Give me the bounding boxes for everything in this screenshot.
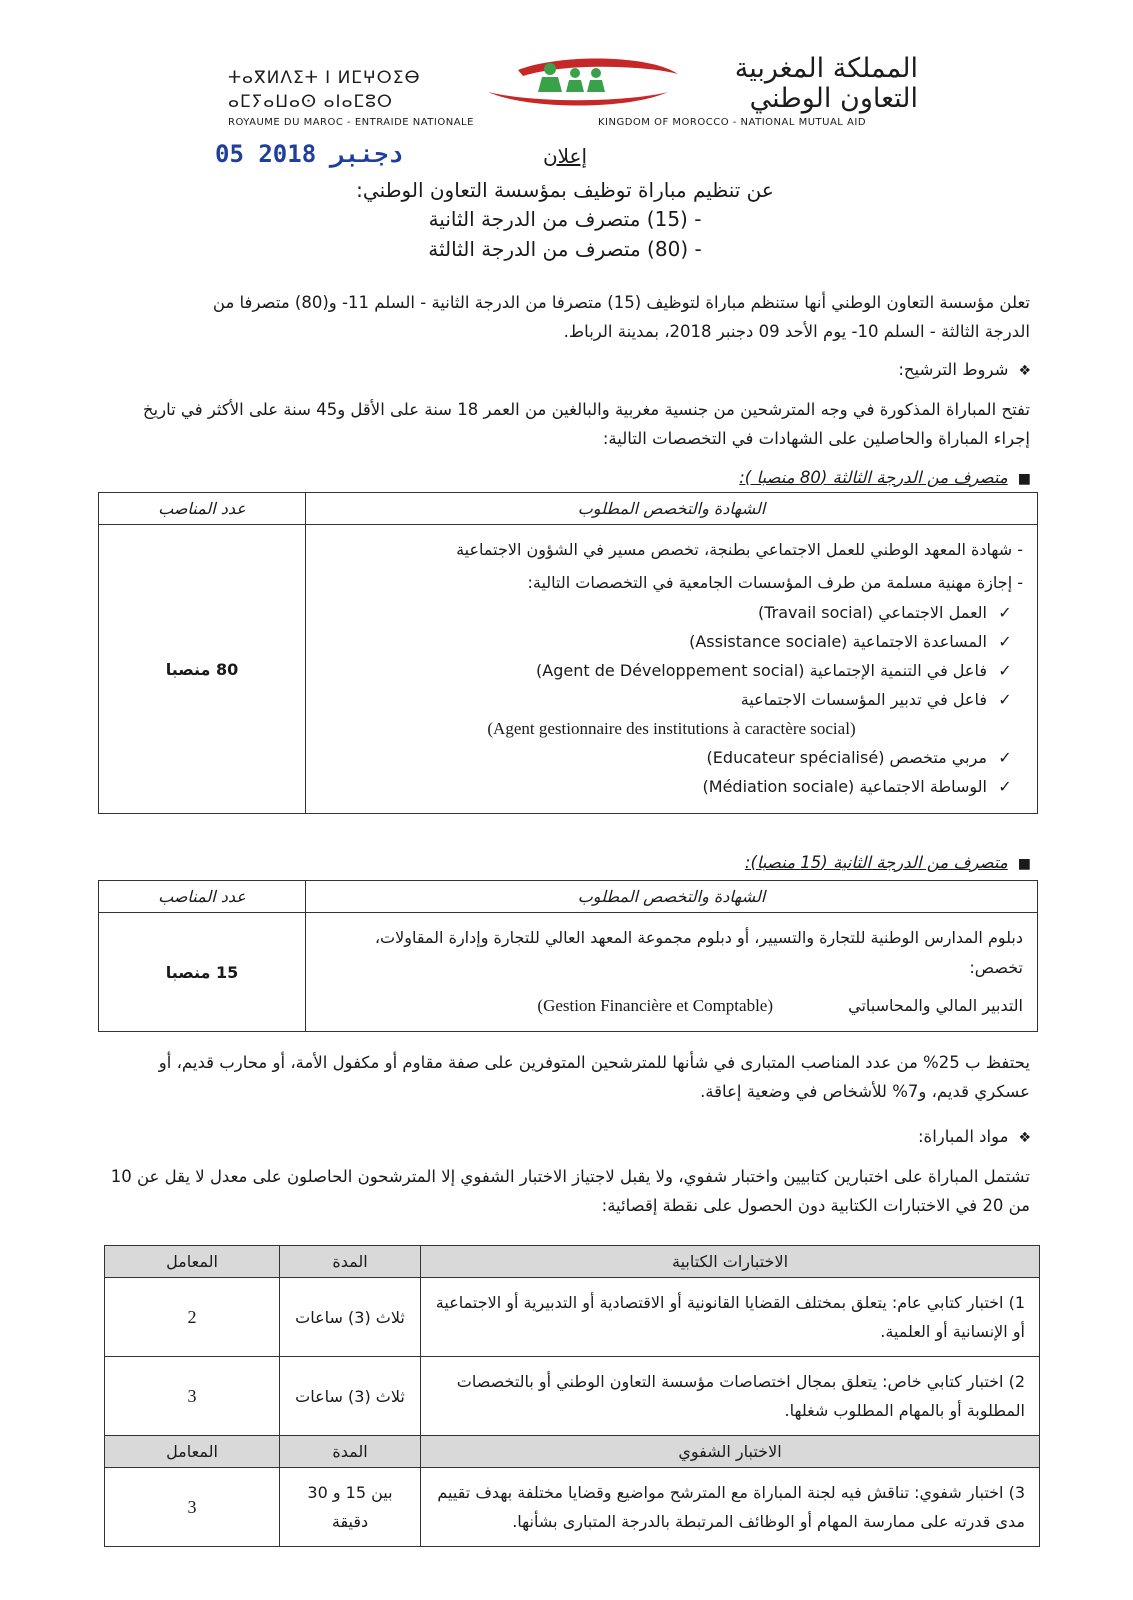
square-bullet-icon: ■ [1017, 856, 1031, 872]
degree-column-header: الشهادة والتخصص المطلوب [306, 493, 1038, 525]
coef-column-header: المعامل [105, 1436, 280, 1468]
materials-heading-text: مواد المباراة: [917, 1127, 1009, 1146]
section-second-grade-heading [745, 848, 1031, 879]
arabic-header [735, 54, 918, 114]
tifinagh-line1: ⵜⴰⴳⵍⴷⵉⵜ ⵏ ⵍⵎⵖⵔⵉⴱ [228, 68, 421, 88]
degree-line1: - شهادة المعهد الوطني للعمل الاجتماعي بطنجة، تخصص مسير في الشؤون الاجتماعية [456, 540, 1023, 559]
section-second-heading-text: متصرف من الدرجة الثانية (15 منصبا): [744, 853, 1008, 872]
checkmark-icon: ✓ [998, 748, 1012, 767]
table-row: 3) اختبار شفوي: تناقش فيه لجنة المباراة مع المترشح مواضيع وقضايا مختلفة بهدف تقييم مدى قدرته على ممارسة المهام أو الوظائف المرتبطة بالدرجة المتبارى بشأنها. بين 15 و 30 دقيقة 3 [105, 1468, 1040, 1547]
coef-column-header: المعامل [105, 1246, 280, 1278]
table-row: 1) اختبار كتابي عام: يتعلق بمختلف القضايا القانونية أو الاقتصادية أو التدبيرية أو الاجتماعية أو الإنسانية أو العلمية. ثلاث (3) ساعات 2 [105, 1278, 1040, 1357]
diamond-bullet-icon: ❖ [1018, 363, 1031, 379]
second-grade-posts: 15 منصبا [99, 913, 306, 1032]
section-third-heading-text: متصرف من الدرجة الثالثة (80 منصبا ): [739, 468, 1008, 487]
checkmark-icon: ✓ [998, 690, 1012, 709]
section-third-grade-heading [739, 463, 1031, 494]
exams-table [104, 1245, 1040, 1547]
list-item: ✓فاعل في التنمية الإجتماعية (Agent de Développement social) [320, 658, 1023, 684]
announcement-heading: إعلان [542, 144, 588, 168]
reserve-paragraph: يحتفظ ب 25% من عدد المناصب المتبارى في شأنها للمترشحين المتوفرين على صفة مقاوم أو مكفول الأمة، أو محارب قديم، أو عسكري قديم، و7% للأشخاص في وضعية إعاقة. [158, 1053, 1030, 1101]
title-line3: - (80) متصرف من الدرجة الثالثة [428, 237, 702, 261]
specialties-list [320, 600, 1023, 800]
table-row: 2) اختبار كتابي خاص: يتعلق بمجال اختصاصات مؤسسة التعاون الوطني أو بالتخصصات المطلوبة أو بالمهام المطلوب شغلها. ثلاث (3) ساعات 3 [105, 1357, 1040, 1436]
third-grade-posts: 80 منصبا [99, 525, 306, 814]
entraide-nationale-logo [478, 52, 688, 112]
posts-column-header: عدد المناصب [99, 493, 306, 525]
degree-line2: - إجازة مهنية مسلمة من طرف المؤسسات الجامعية في التخصصات التالية: [527, 573, 1023, 592]
second-grade-degree-cell [306, 913, 1038, 1032]
intro-paragraph: تعلن مؤسسة التعاون الوطني أنها ستنظم مباراة لتوظيف (15) متصرفا من الدرجة الثانية - السلم 11- و(80) متصرفا من الدرجة الثالثة - السلم 10- يوم الأحد 09 دجنبر 2018، بمدينة الرباط. [212, 293, 1030, 341]
list-item: ✓المساعدة الاجتماعية (Assistance sociale) [320, 629, 1023, 655]
materials-paragraph: تشتمل المباراة على اختبارين كتابيين واختبار شفوي، ولا يقبل لاجتياز الاختبار الشفوي إلا المترشحون الحاصلون على معدل لا يقل عن 10 من 20 في الاختبارات الكتابية دون الحصول على نقطة إقصائية: [110, 1167, 1030, 1215]
written-exams-header: الاختبارات الكتابية [421, 1246, 1040, 1278]
list-item: ✓مربي متخصص (Educateur spécialisé) [320, 745, 1023, 771]
third-grade-table [98, 492, 1038, 814]
list-item: ✓العمل الاجتماعي (Travail social) [320, 600, 1023, 626]
checkmark-icon: ✓ [998, 632, 1012, 651]
list-item: ✓الوساطة الاجتماعية (Médiation sociale) [320, 774, 1023, 800]
title-line2: - (15) متصرف من الدرجة الثانية [428, 207, 702, 231]
checkmark-icon: ✓ [998, 603, 1012, 622]
third-grade-degree-cell [306, 525, 1038, 814]
checkmark-icon: ✓ [998, 777, 1012, 796]
tifinagh-header [228, 66, 421, 114]
oral-exam-header: الاختبار الشفوي [421, 1436, 1040, 1468]
degree-column-header: الشهادة والتخصص المطلوب [306, 881, 1038, 913]
second-degree-line1: دبلوم المدارس الوطنية للتجارة والتسيير، أو دبلوم مجموعة المعهد العالي للتجارة وإدارة المقاولات، تخصص: [374, 928, 1023, 977]
english-caption: KINGDOM OF MOROCCO - NATIONAL MUTUAL AID [598, 117, 867, 128]
french-caption: ROYAUME DU MAROC - ENTRAIDE NATIONALE [228, 117, 474, 128]
duration-column-header: المدة [280, 1436, 421, 1468]
diamond-bullet-icon: ❖ [1018, 1130, 1031, 1146]
conditions-paragraph: تفتح المباراة المذكورة في وجه المترشحين من جنسية مغربية والبالغين من العمر 18 سنة على الأقل و45 سنة على الأكثر في تاريخ إجراء المباراة والحاصلين على الشهادات في التخصصات التالية: [142, 400, 1030, 448]
materials-heading [918, 1122, 1031, 1153]
tifinagh-line2: ⴰⵎⵢⴰⵡⴰⵙ ⴰⵏⴰⵎⵓⵔ [228, 92, 393, 112]
title-line1: عن تنظيم مباراة توظيف بمؤسسة التعاون الوطني: [356, 178, 774, 202]
list-item: (Agent gestionnaire des institutions à caractère social) [487, 719, 856, 738]
second-grade-table [98, 880, 1038, 1032]
arabic-header-line2: التعاون الوطني [749, 83, 918, 114]
checkmark-icon: ✓ [998, 661, 1012, 680]
second-degree-line2: التدبير المالي والمحاسباتي (Gestion Financière et Comptable) [537, 996, 1023, 1015]
posts-column-header: عدد المناصب [99, 881, 306, 913]
conditions-heading [898, 355, 1031, 386]
conditions-heading-text: شروط الترشيح: [898, 360, 1009, 379]
date-stamp: 05 دجنبر 2018 [215, 140, 403, 168]
arabic-header-line1: المملكة المغربية [734, 53, 918, 84]
list-item: ✓فاعل في تدبير المؤسسات الاجتماعية [320, 687, 1023, 713]
square-bullet-icon: ■ [1017, 471, 1031, 487]
duration-column-header: المدة [280, 1246, 421, 1278]
